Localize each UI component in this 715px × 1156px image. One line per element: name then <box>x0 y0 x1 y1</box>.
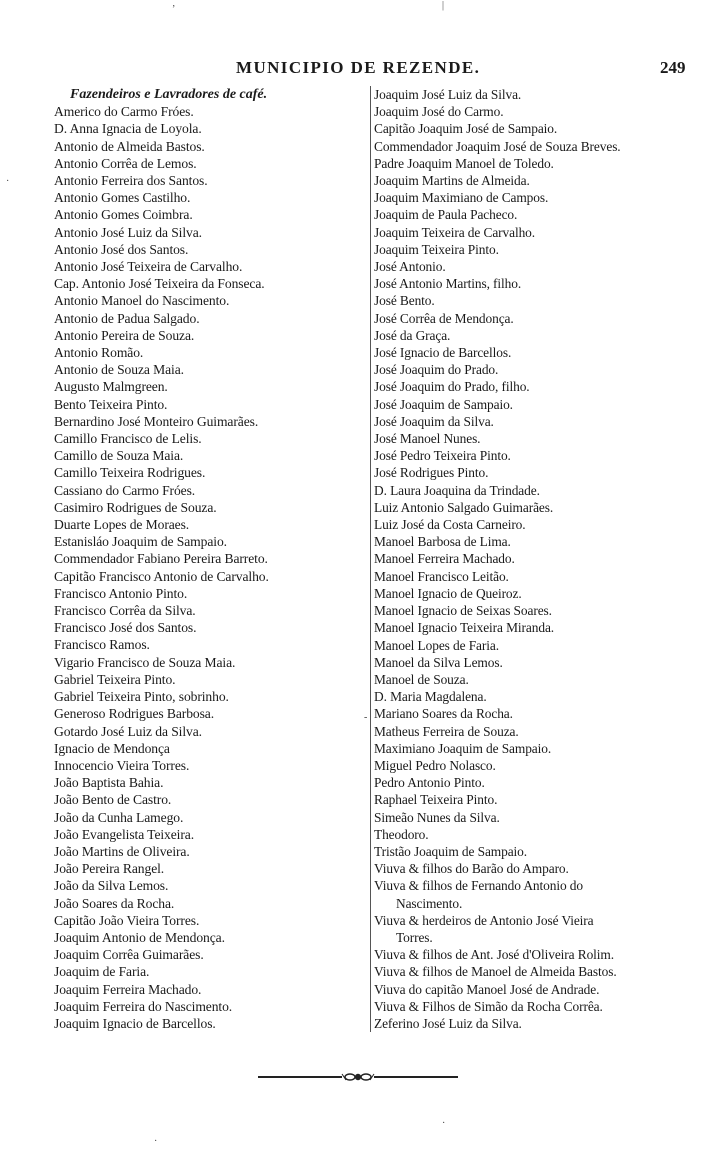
list-item: Augusto Malmgreen. <box>54 379 168 395</box>
list-item: José Joaquim do Prado, filho. <box>374 379 530 395</box>
list-item: Casimiro Rodrigues de Souza. <box>54 499 217 515</box>
list-item: Ignacio de Mendonça <box>54 740 170 756</box>
list-item: José Pedro Teixeira Pinto. <box>374 448 511 464</box>
decorative-rule-icon <box>258 1070 458 1084</box>
list-item: Francisco Ramos. <box>54 637 150 653</box>
left-column <box>54 86 354 1032</box>
list-item: Capitão Francisco Antonio de Carvalho. <box>54 568 269 584</box>
list-item: Luiz Antonio Salgado Guimarães. <box>374 499 554 515</box>
list-item: José Joaquim da Silva. <box>374 413 494 429</box>
list-item: João da Silva Lemos. <box>54 878 169 894</box>
list-item: Joaquim Teixeira Pinto. <box>374 241 499 257</box>
list-item: Antonio Pereira de Souza. <box>54 327 195 343</box>
list-item: Francisco Corrêa da Silva. <box>54 603 196 619</box>
page-title: MUNICIPIO DE REZENDE. <box>236 58 481 77</box>
list-item: Commendador Joaquim José de Souza Breves. <box>374 138 621 154</box>
print-speck: | <box>442 0 445 11</box>
list-item: Manoel Ignacio Teixeira Miranda. <box>374 620 555 636</box>
list-item: Antonio Gomes Castilho. <box>54 190 191 206</box>
list-item: Matheus Ferreira de Souza. <box>374 723 519 739</box>
list-item: João Pereira Rangel. <box>54 861 165 877</box>
list-item: Joaquim Ferreira Machado. <box>54 981 202 997</box>
list-item: Raphael Teixeira Pinto. <box>374 792 498 808</box>
list-item: Antonio José Teixeira de Carvalho. <box>54 259 243 275</box>
list-item: João Evangelista Teixeira. <box>54 826 195 842</box>
list-item: Francisco José dos Santos. <box>54 620 197 636</box>
list-item: José Antonio Martins, filho. <box>374 276 522 292</box>
list-item: Viuva & Filhos de Simão da Rocha Corrêa. <box>374 998 603 1014</box>
list-item: Antonio de Souza Maia. <box>54 362 184 378</box>
list-item: Theodoro. <box>374 826 429 842</box>
list-item: Joaquim Maximiano de Campos. <box>374 190 549 206</box>
list-item: José Joaquim de Sampaio. <box>374 396 513 412</box>
list-item: Antonio José dos Santos. <box>54 241 189 257</box>
list-item: Americo do Carmo Fróes. <box>54 104 194 120</box>
list-item: Cassiano do Carmo Fróes. <box>54 482 196 498</box>
list-item: Padre Joaquim Manoel de Toledo. <box>374 155 554 171</box>
list-item: Joaquim Martins de Almeida. <box>374 173 530 189</box>
list-item: José da Graça. <box>374 327 451 343</box>
list-item: Duarte Lopes de Moraes. <box>54 517 190 533</box>
list-item: João Bento de Castro. <box>54 792 172 808</box>
list-item: José Manoel Nunes. <box>374 431 481 447</box>
list-item: Camillo de Souza Maia. <box>54 448 184 464</box>
section-heading: Fazendeiros e Lavradores de café. <box>70 87 268 102</box>
list-item: Joaquim José Luiz da Silva. <box>374 87 522 102</box>
list-item: Estanisláo Joaquim de Sampaio. <box>54 534 227 550</box>
list-item: Joaquim José do Carmo. <box>374 104 504 120</box>
list-item: Antonio Corrêa de Lemos. <box>54 155 197 171</box>
right-column <box>370 86 694 1032</box>
list-item: Joaquim Corrêa Guimarães. <box>54 947 204 963</box>
list-item: Vigario Francisco de Souza Maia. <box>54 654 236 670</box>
list-item: Capitão Joaquim José de Sampaio. <box>374 121 558 137</box>
list-item: D. Anna Ignacia de Loyola. <box>54 121 202 137</box>
list-item: José Rodrigues Pinto. <box>374 465 489 481</box>
list-item: Viuva do capitão Manoel José de Andrade. <box>374 981 600 997</box>
list-item: Francisco Antonio Pinto. <box>54 585 188 601</box>
list-item: Manoel Francisco Leitão. <box>374 568 509 584</box>
list-item: Viuva & herdeiros de Antonio José Vieira <box>374 912 594 928</box>
list-item: Antonio de Almeida Bastos. <box>54 138 205 154</box>
list-item: Maximiano Joaquim de Sampaio. <box>374 740 552 756</box>
list-item-continuation: Torres. <box>396 929 433 945</box>
list-item: Antonio Ferreira dos Santos. <box>54 173 208 188</box>
list-item: Commendador Fabiano Pereira Barreto. <box>54 551 268 567</box>
list-item: Antonio Romão. <box>54 345 144 361</box>
list-item: Luiz José da Costa Carneiro. <box>374 517 526 533</box>
list-item-continuation: Nascimento. <box>396 895 463 911</box>
list-item: Zeferino José Luiz da Silva. <box>374 1015 522 1031</box>
list-item: João Soares da Rocha. <box>54 895 175 911</box>
list-item: Joaquim de Paula Pacheco. <box>374 207 518 223</box>
list-item: Antonio de Padua Salgado. <box>54 310 200 326</box>
list-item: Innocencio Vieira Torres. <box>54 757 190 773</box>
list-item: Joaquim Teixeira de Carvalho. <box>374 224 536 240</box>
list-item: D. Maria Magdalena. <box>374 689 487 705</box>
list-item: Joaquim Ignacio de Barcellos. <box>54 1015 216 1031</box>
list-item: José Bento. <box>374 293 435 309</box>
list-item: Viuva & filhos de Manoel de Almeida Bastos. <box>374 964 617 980</box>
list-item: Manoel Ferreira Machado. <box>374 551 515 567</box>
page-header <box>0 58 715 82</box>
list-item: Viuva & filhos do Barão do Amparo. <box>374 861 569 877</box>
list-item: Antonio Manoel do Nascimento. <box>54 293 230 309</box>
list-item: Gotardo José Luiz da Silva. <box>54 723 202 739</box>
list-item: D. Laura Joaquina da Trindade. <box>374 482 540 498</box>
list-item: João Martins de Oliveira. <box>54 843 190 859</box>
list-item: Joaquim de Faria. <box>54 964 150 980</box>
list-item: José Ignacio de Barcellos. <box>374 345 512 361</box>
list-item: Manoel Ignacio de Seixas Soares. <box>374 603 552 619</box>
list-item: Viuva & filhos de Ant. José d'Oliveira Rolim. <box>374 947 614 963</box>
print-speck: · <box>154 1136 158 1147</box>
list-item: Camillo Francisco de Lelis. <box>54 431 202 447</box>
list-item: Joaquim Antonio de Mendonça. <box>54 929 225 945</box>
list-item: Bernardino José Monteiro Guimarães. <box>54 413 259 429</box>
list-item: João Baptista Bahia. <box>54 775 164 791</box>
list-item: Pedro Antonio Pinto. <box>374 775 485 791</box>
print-speck: - <box>364 712 368 723</box>
list-item: João da Cunha Lamego. <box>54 809 184 825</box>
list-item: Mariano Soares da Rocha. <box>374 706 513 722</box>
list-item: Capitão João Vieira Torres. <box>54 912 200 928</box>
list-item: Manoel da Silva Lemos. <box>374 654 503 670</box>
list-item: Viuva & filhos de Fernando Antonio do <box>374 878 583 894</box>
list-item: José Joaquim do Prado. <box>374 362 499 378</box>
list-item: Gabriel Teixeira Pinto, sobrinho. <box>54 689 229 705</box>
list-item: Simeão Nunes da Silva. <box>374 809 500 825</box>
list-item: Gabriel Teixeira Pinto. <box>54 671 176 687</box>
list-item: Miguel Pedro Nolasco. <box>374 757 496 773</box>
list-item: Antonio José Luiz da Silva. <box>54 224 202 240</box>
list-item: Camillo Teixeira Rodrigues. <box>54 465 206 481</box>
print-speck: · <box>442 1118 446 1129</box>
list-item: Manoel Ignacio de Queiroz. <box>374 585 522 601</box>
list-item: Bento Teixeira Pinto. <box>54 396 168 412</box>
list-item: José Corrêa de Mendonça. <box>374 310 514 326</box>
list-item: Manoel de Souza. <box>374 671 469 687</box>
list-item: Cap. Antonio José Teixeira da Fonseca. <box>54 276 265 292</box>
list-item: Manoel Barbosa de Lima. <box>374 534 511 550</box>
list-item: Generoso Rodrigues Barbosa. <box>54 706 215 722</box>
list-item: Manoel Lopes de Faria. <box>374 637 499 653</box>
page-number: 249 <box>660 58 686 77</box>
list-item: Antonio Gomes Coimbra. <box>54 207 193 223</box>
print-speck: · <box>6 176 10 187</box>
list-item: Joaquim Ferreira do Nascimento. <box>54 998 233 1014</box>
print-speck: ʼ <box>172 4 176 15</box>
list-item: José Antonio. <box>374 259 446 275</box>
list-item: Tristão Joaquim de Sampaio. <box>374 843 528 859</box>
